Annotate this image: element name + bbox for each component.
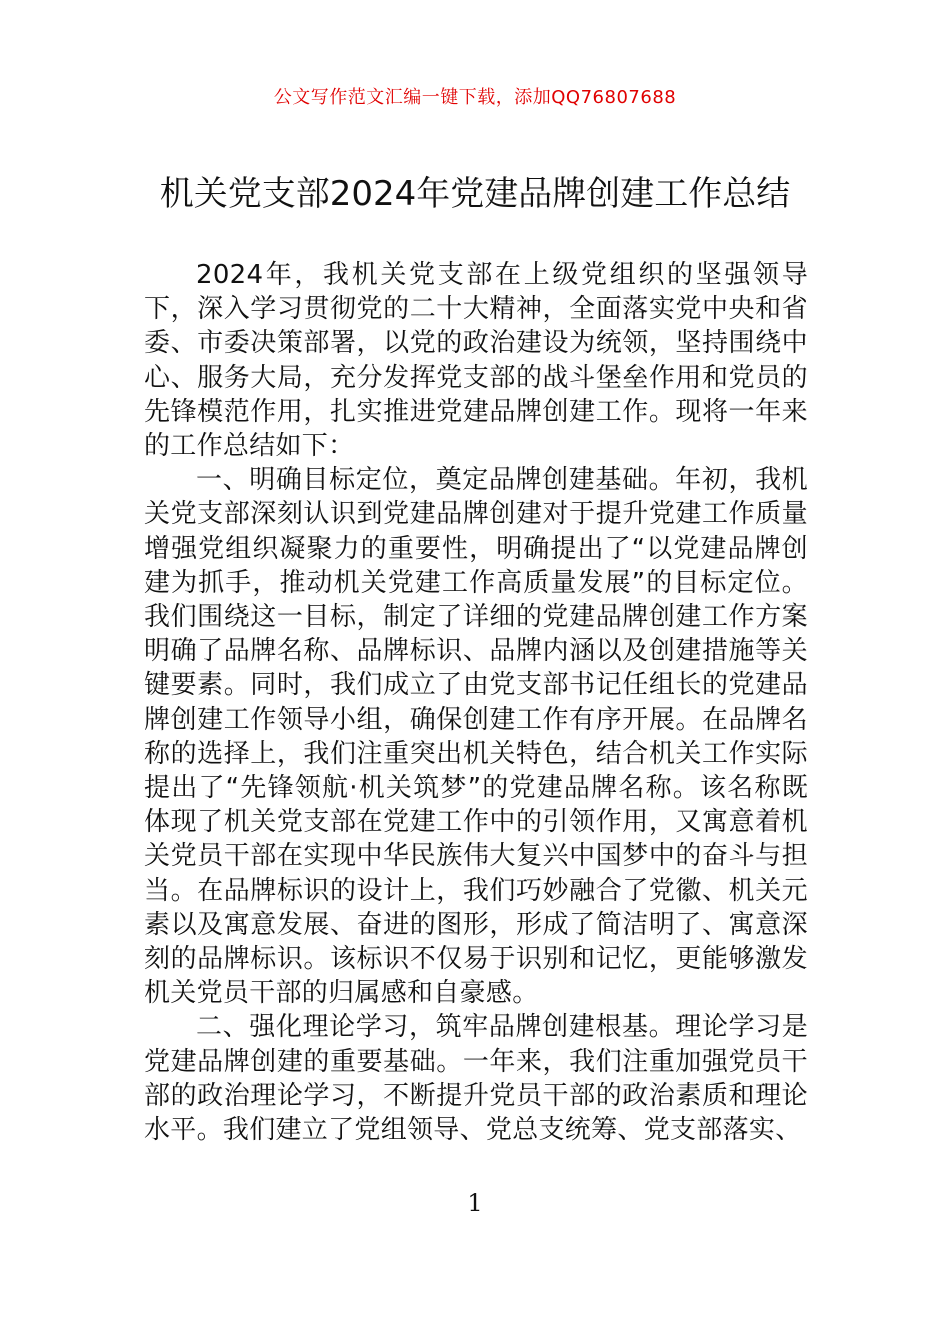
paragraph-section-2: 二、强化理论学习，筑牢品牌创建根基。理论学习是党建品牌创建的重要基础。一年来，我们注重加强党员干部的政治理论学习，不断提升党员干部的政治素质和理论水平。我们建立了党组领导、党总支统筹、党支部落实、 bbox=[144, 1012, 808, 1146]
page-number: 1 bbox=[467, 1189, 483, 1217]
paragraph-section-1: 一、明确目标定位，奠定品牌创建基础。年初，我机关党支部深刻认识到党建品牌创建对于提升党建工作质量增强党组织凝聚力的重要性，明确提出了“以党建品牌创建为抓手，推动机关党建工作高质量发展”的目标定位。我们围绕这一目标，制定了详细的党建品牌创建工作方案明确了品牌名称、品牌标识、品牌内涵以及创建措施等关键要素。同时，我们成立了由党支部书记任组长的党建品牌创建工作领导小组，确保创建工作有序开展。在品牌名称的选择上，我们注重突出机关特色，结合机关工作实际提出了“先锋领航·机关筑梦”的党建品牌名称。该名称既体现了机关党支部在党建工作中的引领作用，又寓意着机关党员干部在实现中华民族伟大复兴中国梦中的奋斗与担当。在品牌标识的设计上，我们巧妙融合了党徽、机关元素以及寓意发展、奋进的图形，形成了简洁明了、寓意深刻的品牌标识。该标识不仅易于识别和记忆，更能够激发机关党员干部的归属感和自豪感。 bbox=[144, 465, 808, 1009]
document-body bbox=[144, 258, 808, 1147]
document-title: 机关党支部2024年党建品牌创建工作总结 bbox=[159, 174, 791, 214]
paragraph-intro: 2024年，我机关党支部在上级党组织的坚强领导下，深入学习贯彻党的二十大精神，全面落实党中央和省委、市委决策部署，以党的政治建设为统领，坚持围绕中心、服务大局，充分发挥党支部的战斗堡垒作用和党员的先锋模范作用，扎实推进党建品牌创建工作。现将一年来的工作总结如下： bbox=[144, 260, 808, 462]
download-notice: 公文写作范文汇编一键下载，添加QQ76807688 bbox=[273, 87, 677, 108]
